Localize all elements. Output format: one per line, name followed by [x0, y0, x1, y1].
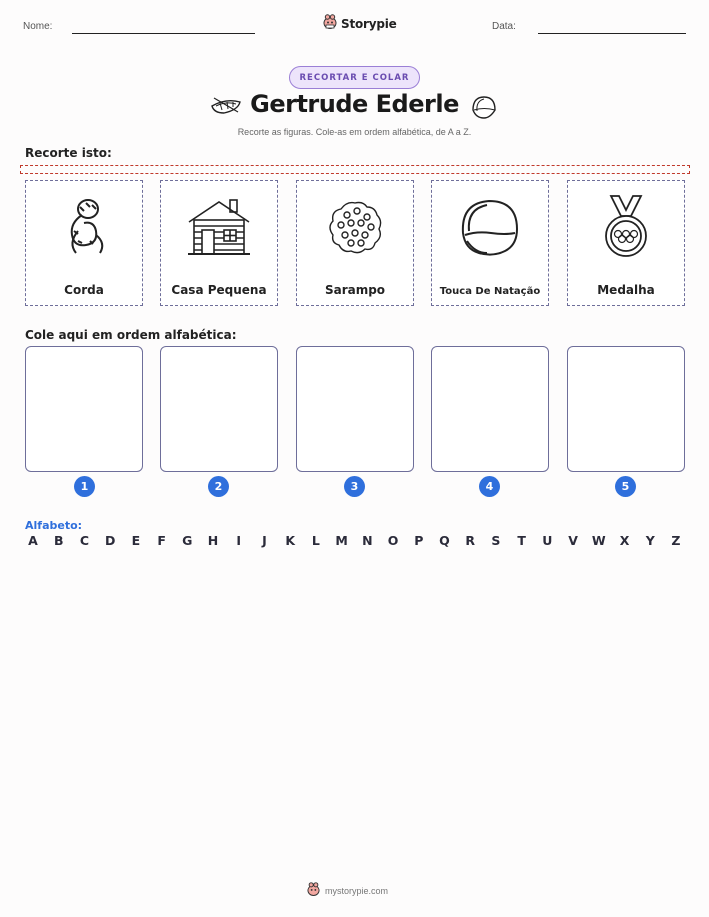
swim-cap-icon — [432, 191, 548, 263]
alphabet-letter: L — [311, 533, 320, 548]
alphabet-letter: C — [79, 533, 90, 548]
alphabet-letter: D — [104, 533, 116, 548]
alphabet-letter: K — [285, 533, 296, 548]
alphabet-letter: R — [465, 533, 476, 548]
alphabet-letter: O — [387, 533, 399, 548]
alphabet-letter: J — [262, 533, 267, 548]
activity-badge: RECORTAR E COLAR — [289, 66, 420, 89]
date-label: Data: — [492, 21, 516, 32]
slot-number-2: 2 — [208, 476, 229, 497]
alphabet-row — [26, 533, 683, 548]
measles-icon — [297, 191, 413, 263]
alphabet-letter: Z — [671, 533, 681, 548]
alphabet-letter: E — [131, 533, 141, 548]
alphabet-letter: W — [591, 533, 606, 548]
brand — [323, 14, 397, 33]
name-label: Nome: — [23, 21, 53, 32]
alphabet-letter: G — [182, 533, 193, 548]
alphabet-letter: V — [568, 533, 578, 548]
paste-slot-5[interactable] — [567, 346, 685, 472]
brand-name: Storypie — [341, 16, 397, 31]
slot-number-1: 1 — [74, 476, 95, 497]
date-line[interactable] — [538, 33, 686, 34]
alphabet-letter: Y — [645, 533, 655, 548]
alphabet-letter: A — [28, 533, 38, 548]
card-medalha[interactable] — [567, 180, 685, 306]
card-label: Casa Pequena — [171, 283, 267, 297]
name-line[interactable] — [72, 33, 255, 34]
alphabet-letter: I — [236, 533, 242, 548]
card-touca-de-natacao[interactable] — [431, 180, 549, 306]
paste-slot-3[interactable] — [296, 346, 414, 472]
slot-number-4: 4 — [479, 476, 500, 497]
card-sarampo[interactable] — [296, 180, 414, 306]
alphabet-letter: H — [207, 533, 219, 548]
slot-number-5: 5 — [615, 476, 636, 497]
card-label: Medalha — [597, 283, 655, 297]
slot-number-3: 3 — [344, 476, 365, 497]
cut-line — [20, 165, 690, 174]
log-cabin-icon — [161, 191, 277, 263]
alphabet-letter: T — [517, 533, 526, 548]
swim-cap-title-icon — [470, 94, 498, 126]
paste-heading: Cole aqui em ordem alfabética: — [25, 328, 237, 342]
rope-icon — [26, 191, 142, 263]
card-casa-pequena[interactable] — [160, 180, 278, 306]
instructions: Recorte as figuras. Cole-as em ordem alfabética, de A a Z. — [237, 127, 472, 137]
alphabet-letter: N — [362, 533, 373, 548]
alphabet-letter: P — [414, 533, 424, 548]
footer — [307, 881, 388, 900]
card-corda[interactable] — [25, 180, 143, 306]
alphabet-heading: Alfabeto: — [25, 519, 83, 532]
card-label: Sarampo — [324, 283, 386, 297]
alphabet-letter: X — [619, 533, 630, 548]
page-title: Gertrude Ederle — [250, 90, 459, 118]
alphabet-letter: M — [335, 533, 348, 548]
storypie-mascot-icon — [307, 881, 320, 900]
paste-slot-1[interactable] — [25, 346, 143, 472]
alphabet-letter: U — [542, 533, 553, 548]
card-label: Touca De Natação — [439, 286, 541, 297]
alphabet-letter: F — [157, 533, 166, 548]
alphabet-letter: B — [53, 533, 64, 548]
alphabet-letter: Q — [439, 533, 450, 548]
footer-url[interactable]: mystorypie.com — [325, 885, 389, 896]
medal-icon — [568, 191, 684, 263]
card-label: Corda — [64, 283, 104, 297]
paste-slot-4[interactable] — [431, 346, 549, 472]
alphabet-letter: S — [491, 533, 501, 548]
storypie-mascot-icon — [323, 14, 337, 33]
cut-heading: Recorte isto: — [25, 146, 112, 160]
paste-slot-2[interactable] — [160, 346, 278, 472]
